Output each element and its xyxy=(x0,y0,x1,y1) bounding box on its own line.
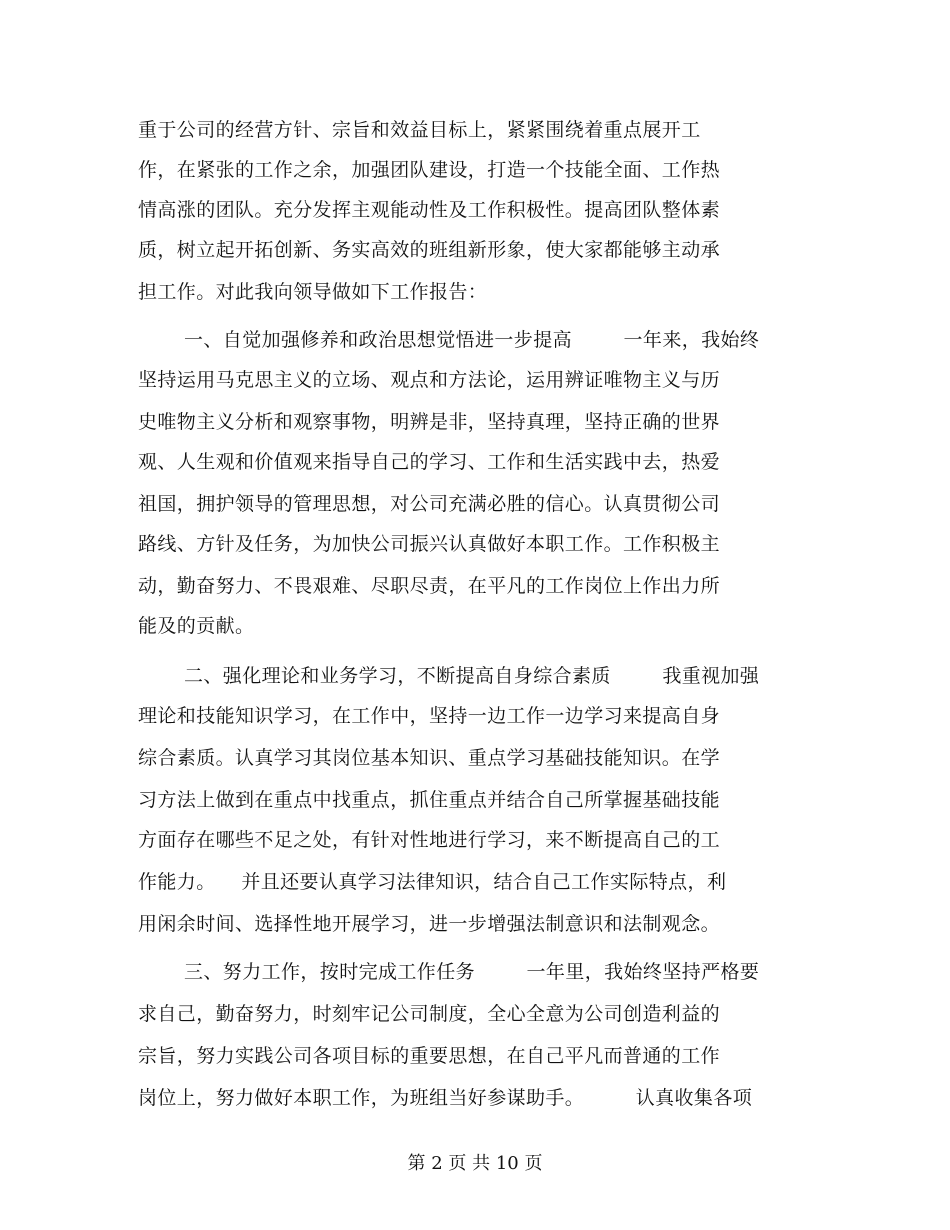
text-line: 宗旨，努力实践公司各项目标的重要思想，在自己平凡而普通的工作 xyxy=(138,1045,721,1067)
text-line: 观、人生观和价值观来指导自己的学习、工作和生活实践中去，热爱 xyxy=(138,451,721,473)
page-footer: 第 2 页 共 10 页 xyxy=(407,1153,543,1174)
text-line: 用闲余时间、选择性地开展学习，进一步增强法制意识和法制观念。 xyxy=(138,913,721,935)
text-line: 动，勤奋努力、不畏艰难、尽职尽责，在平凡的工作岗位上作出力所 xyxy=(138,575,721,597)
text-line: 理论和技能知识学习，在工作中，坚持一边工作一边学习来提高自身 xyxy=(138,705,721,727)
text-line: 一、自觉加强修养和政治思想觉悟进一步提高 一年来，我始终 xyxy=(184,329,760,351)
text-line: 质，树立起开拓创新、务实高效的班组新形象，使大家都能够主动承 xyxy=(138,239,721,261)
text-line: 史唯物主义分析和观察事物，明辨是非，坚持真理，坚持正确的世界 xyxy=(138,411,721,433)
text-line: 作，在紧张的工作之余，加强团队建设，打造一个技能全面、工作热 xyxy=(138,159,721,181)
text-line: 岗位上，努力做好本职工作，为班组当好参谋助手。 认真收集各项 xyxy=(138,1087,753,1109)
text-line: 综合素质。认真学习其岗位基本知识、重点学习基础技能知识。在学 xyxy=(138,747,721,769)
text-line: 重于公司的经营方针、宗旨和效益目标上，紧紧围绕着重点展开工 xyxy=(138,119,701,141)
text-line: 求自己，勤奋努力，时刻牢记公司制度，全心全意为公司创造利益的 xyxy=(138,1003,721,1025)
text-line: 路线、方针及任务，为加快公司振兴认真做好本职工作。工作积极主 xyxy=(138,533,721,555)
text-line: 三、努力工作，按时完成工作任务 一年里，我始终坚持严格要 xyxy=(184,961,760,983)
text-line: 作能力。 并且还要认真学习法律知识，结合自己工作实际特点，利 xyxy=(138,871,727,893)
text-line: 坚持运用马克思主义的立场、观点和方法论，运用辨证唯物主义与历 xyxy=(138,369,721,391)
text-line: 习方法上做到在重点中找重点，抓住重点并结合自己所掌握基础技能 xyxy=(138,789,721,811)
text-line: 情高涨的团队。充分发挥主观能动性及工作积极性。提高团队整体素 xyxy=(138,199,721,221)
text-line: 祖国，拥护领导的管理思想，对公司充满必胜的信心。认真贯彻公司 xyxy=(138,493,721,515)
text-line: 担工作。对此我向领导做如下工作报告： xyxy=(138,281,488,303)
text-line: 方面存在哪些不足之处，有针对性地进行学习，来不断提高自己的工 xyxy=(138,829,721,851)
text-line: 能及的贡献。 xyxy=(138,615,255,637)
text-line: 二、强化理论和业务学习，不断提高自身综合素质 我重视加强 xyxy=(184,665,760,687)
